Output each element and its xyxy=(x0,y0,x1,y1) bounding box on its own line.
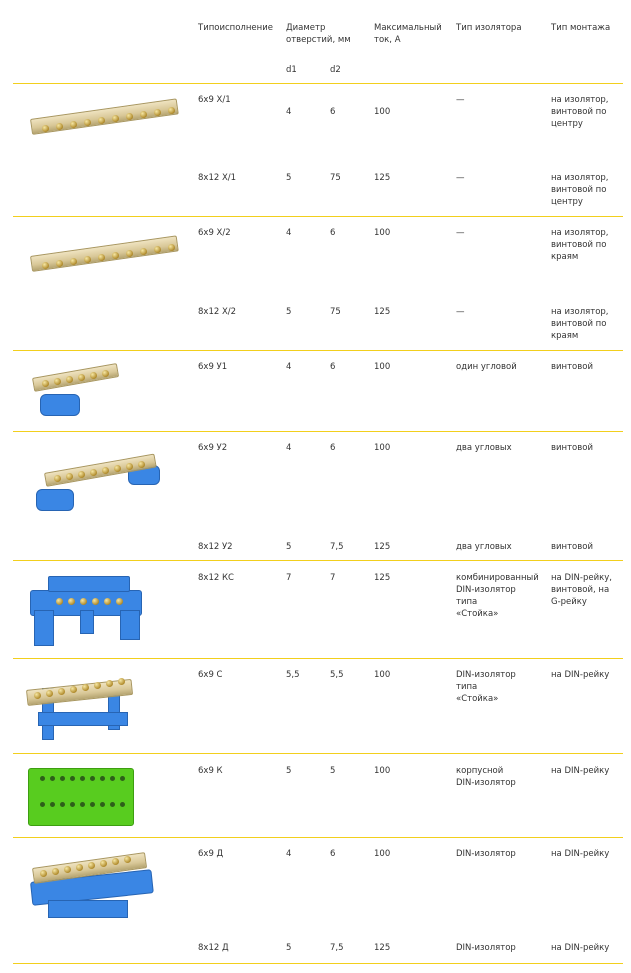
cell-d1: 5,5 xyxy=(286,670,300,680)
cell-current: 125 xyxy=(374,173,391,183)
cell-d1: 4 xyxy=(286,107,292,117)
cell-d2: 6 xyxy=(330,849,336,859)
cell-mount: на изолятор, винтовой по центру xyxy=(551,173,609,207)
cell-d1: 5 xyxy=(286,173,292,183)
cell-insulator: один угловой xyxy=(456,362,517,372)
cell-type: 8х12 У2 xyxy=(198,542,233,552)
cell-d2: 5 xyxy=(330,766,336,776)
row-separator xyxy=(13,431,623,432)
busbar-d-image xyxy=(26,846,154,922)
col-header-d2: d2 xyxy=(330,65,341,75)
col-header-current: Максимальный ток, А xyxy=(374,23,442,45)
cell-mount: на DIN-рейку xyxy=(551,943,610,953)
cell-mount: на DIN-рейку xyxy=(551,670,610,680)
cell-type: 8х12 Д xyxy=(198,943,229,953)
cell-d1: 4 xyxy=(286,228,292,238)
cell-type: 6х9 Д xyxy=(198,849,224,859)
table-header xyxy=(0,0,631,83)
cell-type: 6х9 У2 xyxy=(198,443,228,453)
row-separator xyxy=(13,658,623,659)
cell-current: 125 xyxy=(374,943,391,953)
cell-d2: 7 xyxy=(330,573,336,583)
cell-current: 125 xyxy=(374,307,391,317)
busbar-c-image xyxy=(24,666,136,746)
cell-d2: 75 xyxy=(330,307,341,317)
cell-d2: 6 xyxy=(330,107,336,117)
cell-insulator: DIN-изолятор типа «Стойка» xyxy=(456,670,516,704)
busbar-u1-image xyxy=(30,360,120,420)
cell-current: 100 xyxy=(374,228,391,238)
cell-current: 100 xyxy=(374,766,391,776)
cell-d1: 5 xyxy=(286,542,292,552)
busbar-k-image xyxy=(24,762,136,828)
busbar-u2-image xyxy=(30,443,162,515)
cell-current: 100 xyxy=(374,849,391,859)
cell-insulator: корпусной DIN-изолятор xyxy=(456,766,516,788)
row-separator xyxy=(13,83,623,84)
cell-insulator: DIN-изолятор xyxy=(456,849,516,859)
cell-insulator: комбинированный DIN-изолятор типа «Стойка» xyxy=(456,573,539,619)
row-separator xyxy=(13,350,623,351)
cell-d2: 7,5 xyxy=(330,943,344,953)
row-separator xyxy=(13,837,623,838)
col-header-diameter: Диаметр отверстий, мм xyxy=(286,23,351,45)
cell-current: 125 xyxy=(374,542,391,552)
col-header-d1: d1 xyxy=(286,65,297,75)
cell-d1: 4 xyxy=(286,443,292,453)
cell-current: 100 xyxy=(374,670,391,680)
cell-current: 100 xyxy=(374,107,391,117)
col-header-mount: Тип монтажа xyxy=(551,23,611,33)
busbar-ks-image xyxy=(30,568,142,648)
cell-d2: 6 xyxy=(330,228,336,238)
cell-insulator: два угловых xyxy=(456,542,512,552)
cell-type: 6х9 Х/1 xyxy=(198,95,231,105)
cell-type: 8х12 Х/1 xyxy=(198,173,237,183)
cell-type: 8х12 КС xyxy=(198,573,234,583)
cell-mount: на DIN-рейку, винтовой, на G-рейку xyxy=(551,573,612,607)
row-separator xyxy=(13,560,623,561)
cell-d1: 5 xyxy=(286,766,292,776)
row-separator xyxy=(13,753,623,754)
cell-insulator: DIN-изолятор xyxy=(456,943,516,953)
cell-type: 6х9 Х/2 xyxy=(198,228,231,238)
cell-mount: винтовой xyxy=(551,542,593,552)
cell-d1: 5 xyxy=(286,943,292,953)
cell-current: 100 xyxy=(374,362,391,372)
cell-mount: на изолятор, винтовой по краям xyxy=(551,307,609,341)
cell-insulator: — xyxy=(456,228,465,238)
cell-mount: на изолятор, винтовой по центру xyxy=(551,95,609,129)
col-header-type: Типоисполнение xyxy=(198,23,273,33)
cell-current: 125 xyxy=(374,573,391,583)
cell-mount: на изолятор, винтовой по краям xyxy=(551,228,609,262)
cell-mount: на DIN-рейку xyxy=(551,766,610,776)
busbar-x2-image xyxy=(28,228,178,284)
cell-mount: на DIN-рейку xyxy=(551,849,610,859)
cell-mount: винтовой xyxy=(551,443,593,453)
cell-d2: 5,5 xyxy=(330,670,344,680)
cell-insulator: два угловых xyxy=(456,443,512,453)
cell-type: 6х9 С xyxy=(198,670,223,680)
row-separator xyxy=(13,216,623,217)
cell-mount: винтовой xyxy=(551,362,593,372)
cell-d2: 6 xyxy=(330,443,336,453)
cell-type: 8х12 Х/2 xyxy=(198,307,237,317)
cell-d2: 6 xyxy=(330,362,336,372)
col-header-insulator: Тип изолятора xyxy=(456,23,522,33)
cell-current: 100 xyxy=(374,443,391,453)
cell-insulator: — xyxy=(456,307,465,317)
cell-type: 6х9 К xyxy=(198,766,223,776)
cell-d1: 5 xyxy=(286,307,292,317)
cell-d2: 7,5 xyxy=(330,542,344,552)
cell-d1: 4 xyxy=(286,362,292,372)
busbar-x1-image xyxy=(28,95,178,150)
cell-d1: 4 xyxy=(286,849,292,859)
cell-type: 6х9 У1 xyxy=(198,362,228,372)
cell-insulator: — xyxy=(456,173,465,183)
cell-insulator: — xyxy=(456,95,465,105)
row-separator xyxy=(13,963,623,964)
cell-d2: 75 xyxy=(330,173,341,183)
cell-d1: 7 xyxy=(286,573,292,583)
